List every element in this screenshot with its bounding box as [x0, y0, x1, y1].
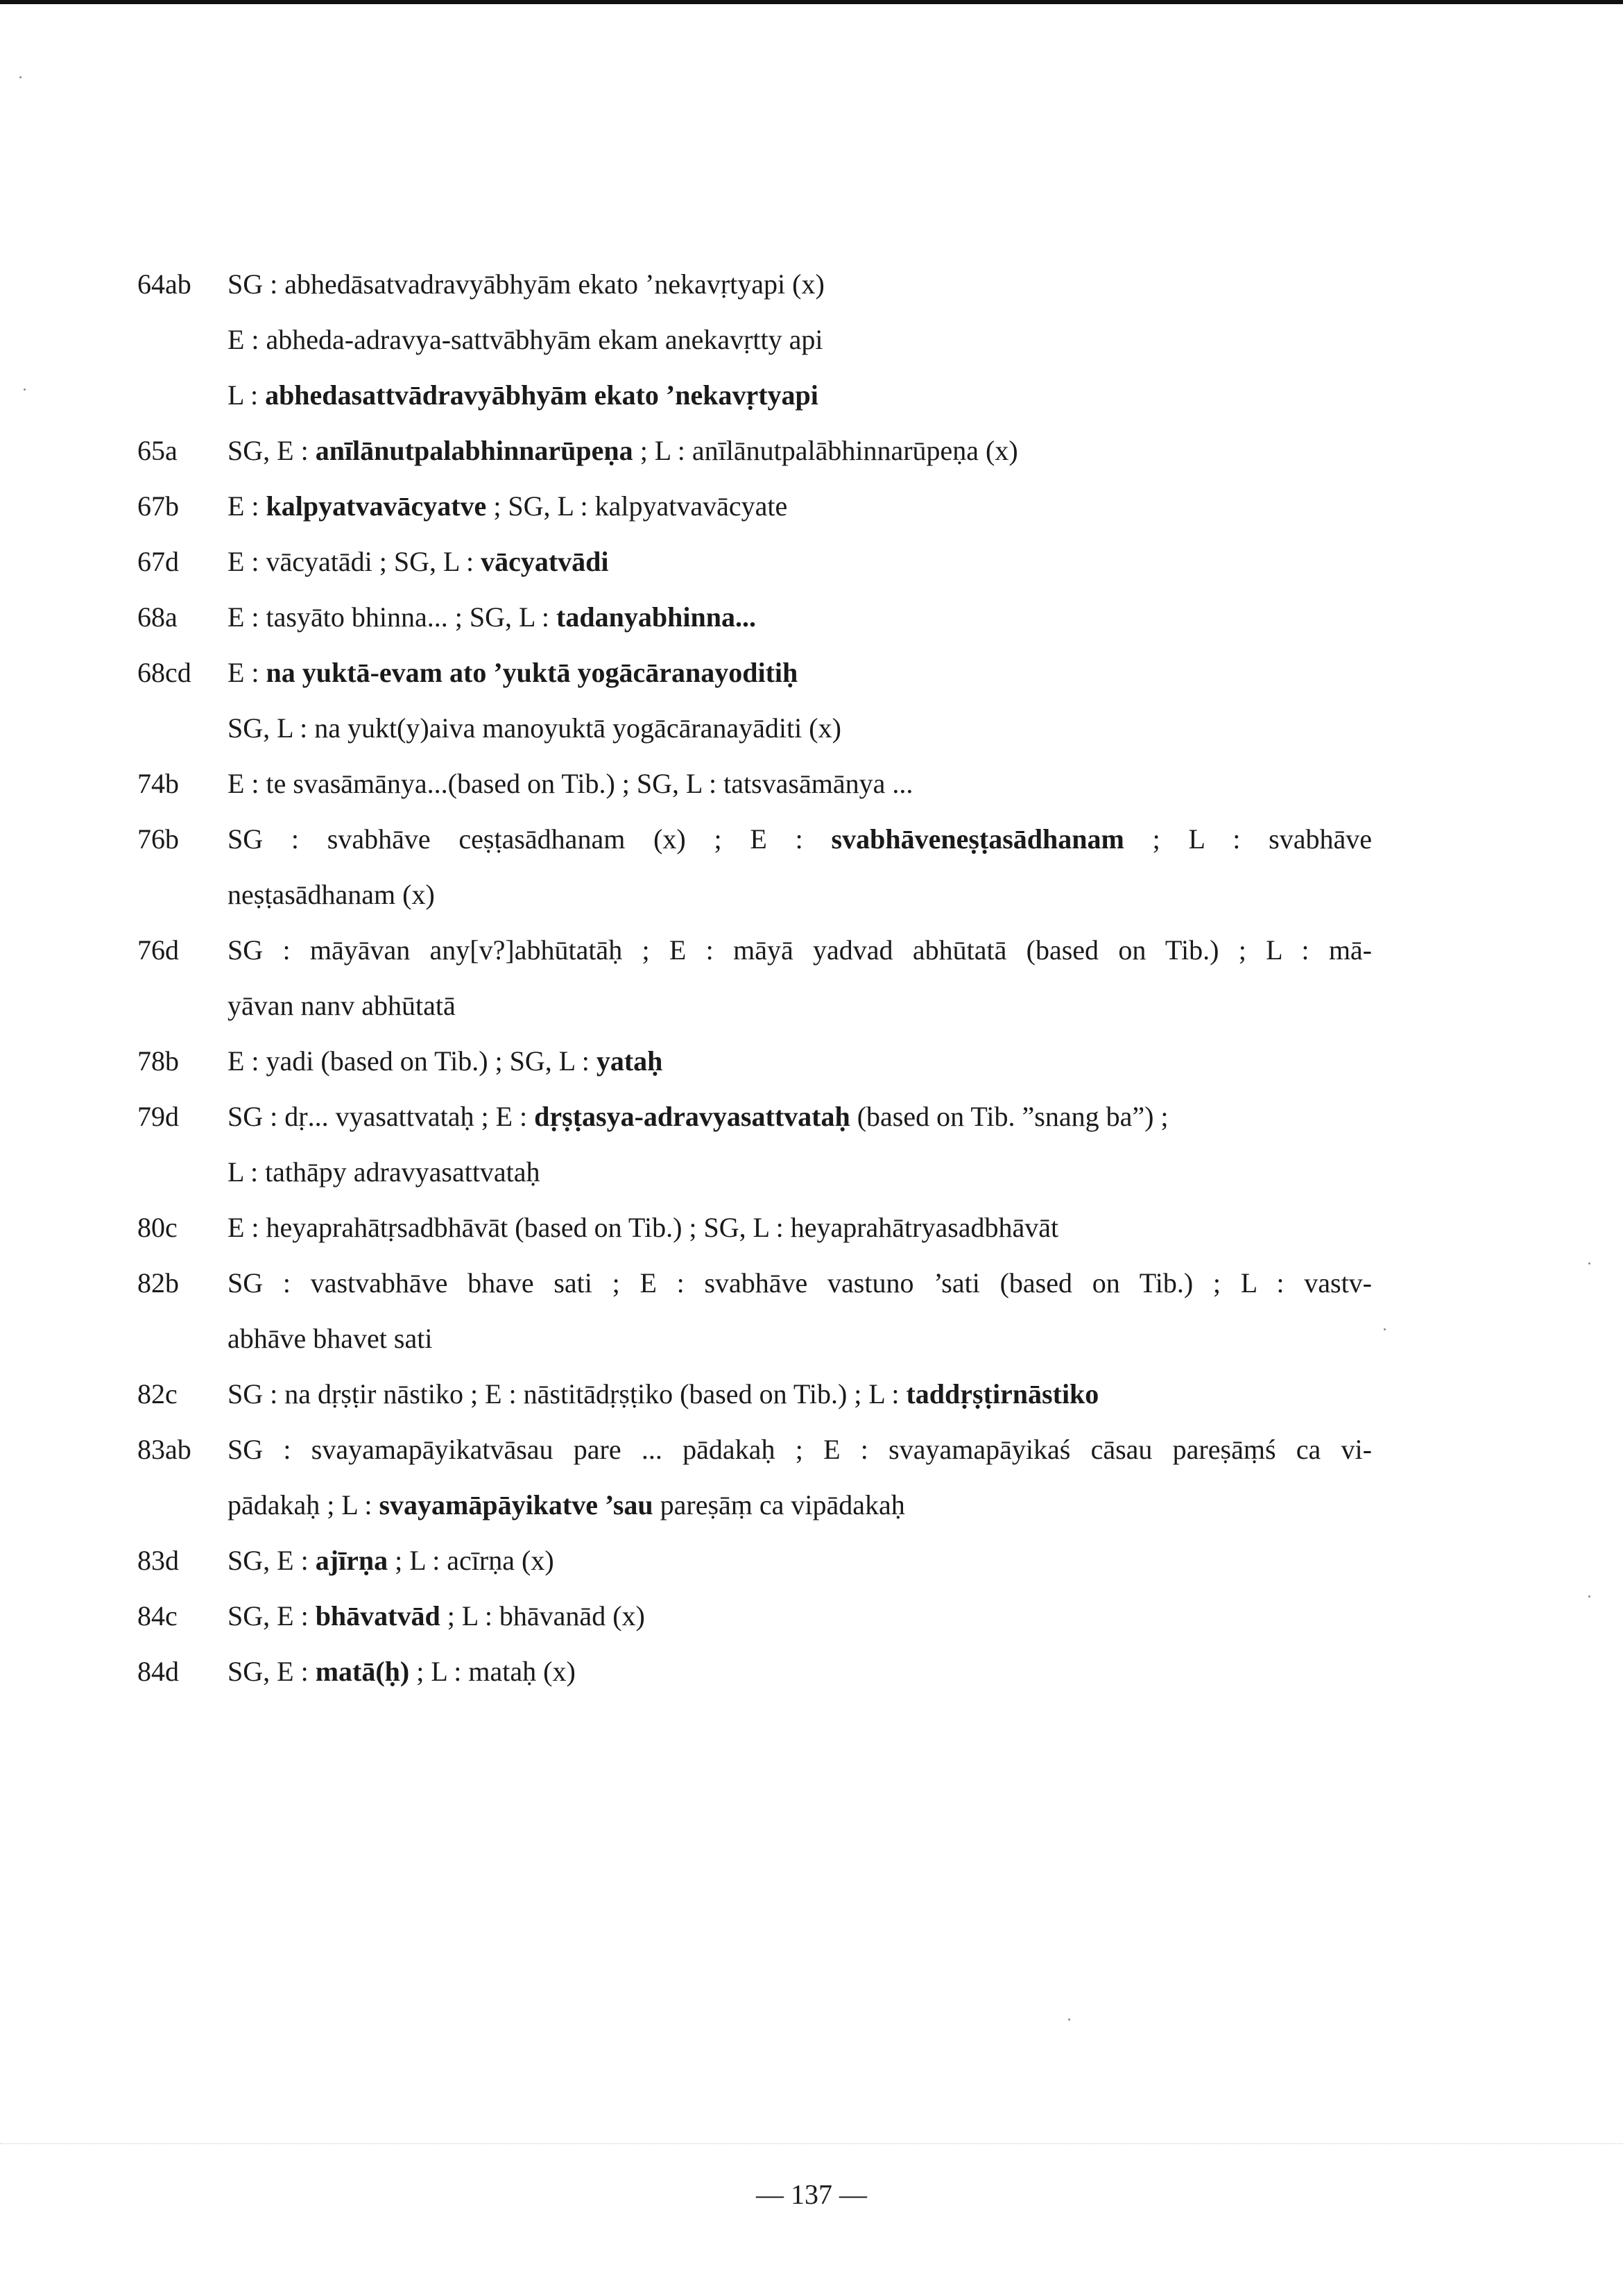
reading-line: [227, 1644, 1372, 1699]
scan-speck: [1068, 2019, 1070, 2021]
reading-line: [227, 312, 1372, 368]
entry-readings: [227, 645, 1372, 756]
adopted-reading: kalpyatvavācyatve: [266, 490, 487, 522]
reading-text: ; L : mataḥ (x): [409, 1656, 576, 1687]
reading-text: (based on Tib. ”snang ba”) ;: [850, 1101, 1169, 1132]
entry-ref: 83d: [137, 1545, 179, 1576]
reading-line: [227, 1533, 1372, 1588]
reading-text: SG, E :: [227, 1656, 316, 1687]
entry-ref: 67b: [137, 490, 179, 522]
reading-line: [227, 756, 1372, 812]
entry-row: [137, 1644, 1372, 1699]
reading-line: [227, 812, 1372, 867]
entry-readings: [227, 1588, 1372, 1644]
reading-text: SG : vastvabhāve bhave sati ; E : svabhāve vastuno ’sati (based on Tib.) ; L : vastv-: [227, 1267, 1372, 1299]
entry-readings: [227, 423, 1372, 479]
entry-row: [137, 1588, 1372, 1644]
reading-line: [227, 1034, 1372, 1089]
reading-line: [227, 1588, 1372, 1644]
entry-row: [137, 423, 1372, 479]
scan-speck: [1588, 1595, 1590, 1597]
entry-row: [137, 645, 1372, 756]
scan-speck: [1588, 1262, 1590, 1265]
entry-ref: 68a: [137, 601, 178, 633]
entry-ref: 82c: [137, 1378, 178, 1410]
entry-row: [137, 812, 1372, 923]
adopted-reading: matā(ḥ): [315, 1656, 410, 1687]
adopted-reading: yataḥ: [596, 1045, 663, 1077]
adopted-reading: svabhāveneṣṭasādhanam: [831, 823, 1124, 855]
entry-row: [137, 1422, 1372, 1533]
adopted-reading: ajīrṇa: [315, 1545, 388, 1576]
reading-text: SG : abhedāsatvadravyābhyām ekato ’nekavṛtyapi (x): [227, 268, 825, 300]
reading-text: SG, E :: [227, 1600, 316, 1631]
adopted-reading: svayamāpāyikatve ’sau: [379, 1489, 653, 1520]
scan-speck: [1384, 1328, 1386, 1330]
entry-ref: 76b: [137, 823, 179, 855]
reading-text: SG : na dṛṣṭir nāstiko ; E : nāstitādṛṣṭiko (based on Tib.) ; L :: [227, 1378, 907, 1410]
reading-line: [227, 1477, 1372, 1533]
reading-line: [227, 1089, 1372, 1145]
adopted-reading: dṛṣṭasya-adravyasattvataḥ: [534, 1101, 850, 1132]
scan-speck: [24, 388, 26, 391]
reading-text: abhāve bhavet sati: [227, 1323, 433, 1354]
scan-speck: [19, 76, 22, 78]
entry-readings: [227, 257, 1372, 423]
reading-text: SG : māyāvan any[v?]abhūtatāḥ ; E : māyā yadvad abhūtatā (based on Tib.) ; L : mā-: [227, 934, 1372, 966]
entry-row: [137, 923, 1372, 1034]
entry-row: [137, 257, 1372, 423]
reading-text: ; L : anīlānutpalābhinnarūpeṇa (x): [633, 435, 1018, 466]
adopted-reading: na yuktā-evam ato ’yuktā yogācāranayoditiḥ: [266, 657, 798, 688]
entry-row: [137, 534, 1372, 590]
reading-line: [227, 590, 1372, 645]
reading-line: [227, 479, 1372, 534]
reading-line: [227, 1311, 1372, 1367]
reading-text: SG, L : na yukt(y)aiva manoyuktā yogācāranayāditi (x): [227, 712, 841, 744]
top-border-rule: [0, 0, 1623, 4]
entry-ref: 65a: [137, 435, 178, 466]
reading-text: neṣṭasādhanam (x): [227, 879, 435, 910]
reading-text: E : vācyatādi ; SG, L :: [227, 546, 481, 577]
entry-readings: [227, 1089, 1372, 1200]
entry-row: [137, 1089, 1372, 1200]
entry-readings: [227, 1422, 1372, 1533]
entry-row: [137, 1533, 1372, 1588]
entry-readings: [227, 590, 1372, 645]
reading-text: L :: [227, 379, 266, 411]
reading-text: pareṣāṃ ca vipādakaḥ: [653, 1489, 905, 1520]
adopted-reading: abhedasattvādravyābhyām ekato ’nekavṛtyapi: [265, 379, 818, 411]
reading-line: [227, 257, 1372, 312]
entry-readings: [227, 756, 1372, 812]
reading-line: [227, 645, 1372, 701]
reading-line: [227, 1422, 1372, 1477]
reading-line: [227, 978, 1372, 1034]
reading-text: pādakaḥ ; L :: [227, 1489, 379, 1520]
variant-readings-list: [137, 257, 1372, 1699]
entry-ref: 74b: [137, 768, 179, 799]
reading-text: E : heyaprahātṛsadbhāvāt (based on Tib.) ; SG, L : heyaprahātryasadbhāvāt: [227, 1212, 1059, 1243]
reading-text: SG : dṛ... vyasattvataḥ ; E :: [227, 1101, 535, 1132]
reading-line: [227, 1145, 1372, 1200]
entry-ref: 76d: [137, 934, 179, 966]
reading-text: SG : svabhāve ceṣṭasādhanam (x) ; E :: [227, 823, 832, 855]
entry-row: [137, 756, 1372, 812]
reading-text: E :: [227, 490, 266, 522]
entry-row: [137, 1200, 1372, 1256]
entry-ref: 67d: [137, 546, 179, 577]
reading-line: [227, 701, 1372, 756]
reading-line: [227, 423, 1372, 479]
adopted-reading: tadanyabhinna...: [556, 601, 756, 633]
entry-readings: [227, 923, 1372, 1034]
reading-line: [227, 1256, 1372, 1311]
reading-text: L : tathāpy adravyasattvataḥ: [227, 1156, 540, 1188]
entry-readings: [227, 1256, 1372, 1367]
entry-row: [137, 479, 1372, 534]
adopted-reading: taddṛṣṭirnāstiko: [906, 1378, 1099, 1410]
entry-readings: [227, 1034, 1372, 1089]
reading-line: [227, 923, 1372, 978]
entry-ref: 68cd: [137, 657, 191, 688]
reading-text: SG, E :: [227, 435, 316, 466]
entry-readings: [227, 1644, 1372, 1699]
reading-text: E :: [227, 657, 266, 688]
page-number: — 137 —: [756, 2179, 867, 2210]
reading-line: [227, 1367, 1372, 1422]
entry-readings: [227, 812, 1372, 923]
entry-readings: [227, 1533, 1372, 1588]
reading-line: [227, 867, 1372, 923]
reading-text: E : yadi (based on Tib.) ; SG, L :: [227, 1045, 596, 1077]
reading-line: [227, 368, 1372, 423]
entry-ref: 84c: [137, 1600, 178, 1631]
scan-artifact-line: [0, 2143, 1623, 2144]
adopted-reading: bhāvatvād: [315, 1600, 440, 1631]
entry-readings: [227, 1200, 1372, 1256]
entry-ref: 82b: [137, 1267, 179, 1299]
reading-text: E : abheda-adravya-sattvābhyām ekam anekavṛtty api: [227, 324, 823, 355]
entry-ref: 78b: [137, 1045, 179, 1077]
entry-ref: 64ab: [137, 268, 191, 300]
reading-text: ; L : svabhāve: [1124, 823, 1372, 855]
entry-row: [137, 1256, 1372, 1367]
entry-row: [137, 1034, 1372, 1089]
reading-line: [227, 534, 1372, 590]
entry-readings: [227, 534, 1372, 590]
entry-ref: 83ab: [137, 1434, 191, 1465]
entry-row: [137, 590, 1372, 645]
entry-row: [137, 1367, 1372, 1422]
entry-ref: 80c: [137, 1212, 178, 1243]
entry-readings: [227, 1367, 1372, 1422]
entry-ref: 84d: [137, 1656, 179, 1687]
entry-readings: [227, 479, 1372, 534]
reading-text: E : te svasāmānya...(based on Tib.) ; SG, L : tatsvasāmānya ...: [227, 768, 913, 799]
reading-text: SG : svayamapāyikatvāsau pare ... pādakaḥ ; E : svayamapāyikaś cāsau pareṣāṃś ca vi-: [227, 1434, 1372, 1465]
reading-text: ; L : bhāvanād (x): [440, 1600, 645, 1631]
reading-text: SG, E :: [227, 1545, 316, 1576]
entry-ref: 79d: [137, 1101, 179, 1132]
reading-text: E : tasyāto bhinna... ; SG, L :: [227, 601, 557, 633]
reading-text: yāvan nanv abhūtatā: [227, 990, 456, 1021]
reading-text: ; L : acīrṇa (x): [388, 1545, 554, 1576]
adopted-reading: anīlānutpalabhinnarūpeṇa: [315, 435, 633, 466]
reading-line: [227, 1200, 1372, 1256]
reading-text: ; SG, L : kalpyatvavācyate: [486, 490, 788, 522]
adopted-reading: vācyatvādi: [481, 546, 609, 577]
